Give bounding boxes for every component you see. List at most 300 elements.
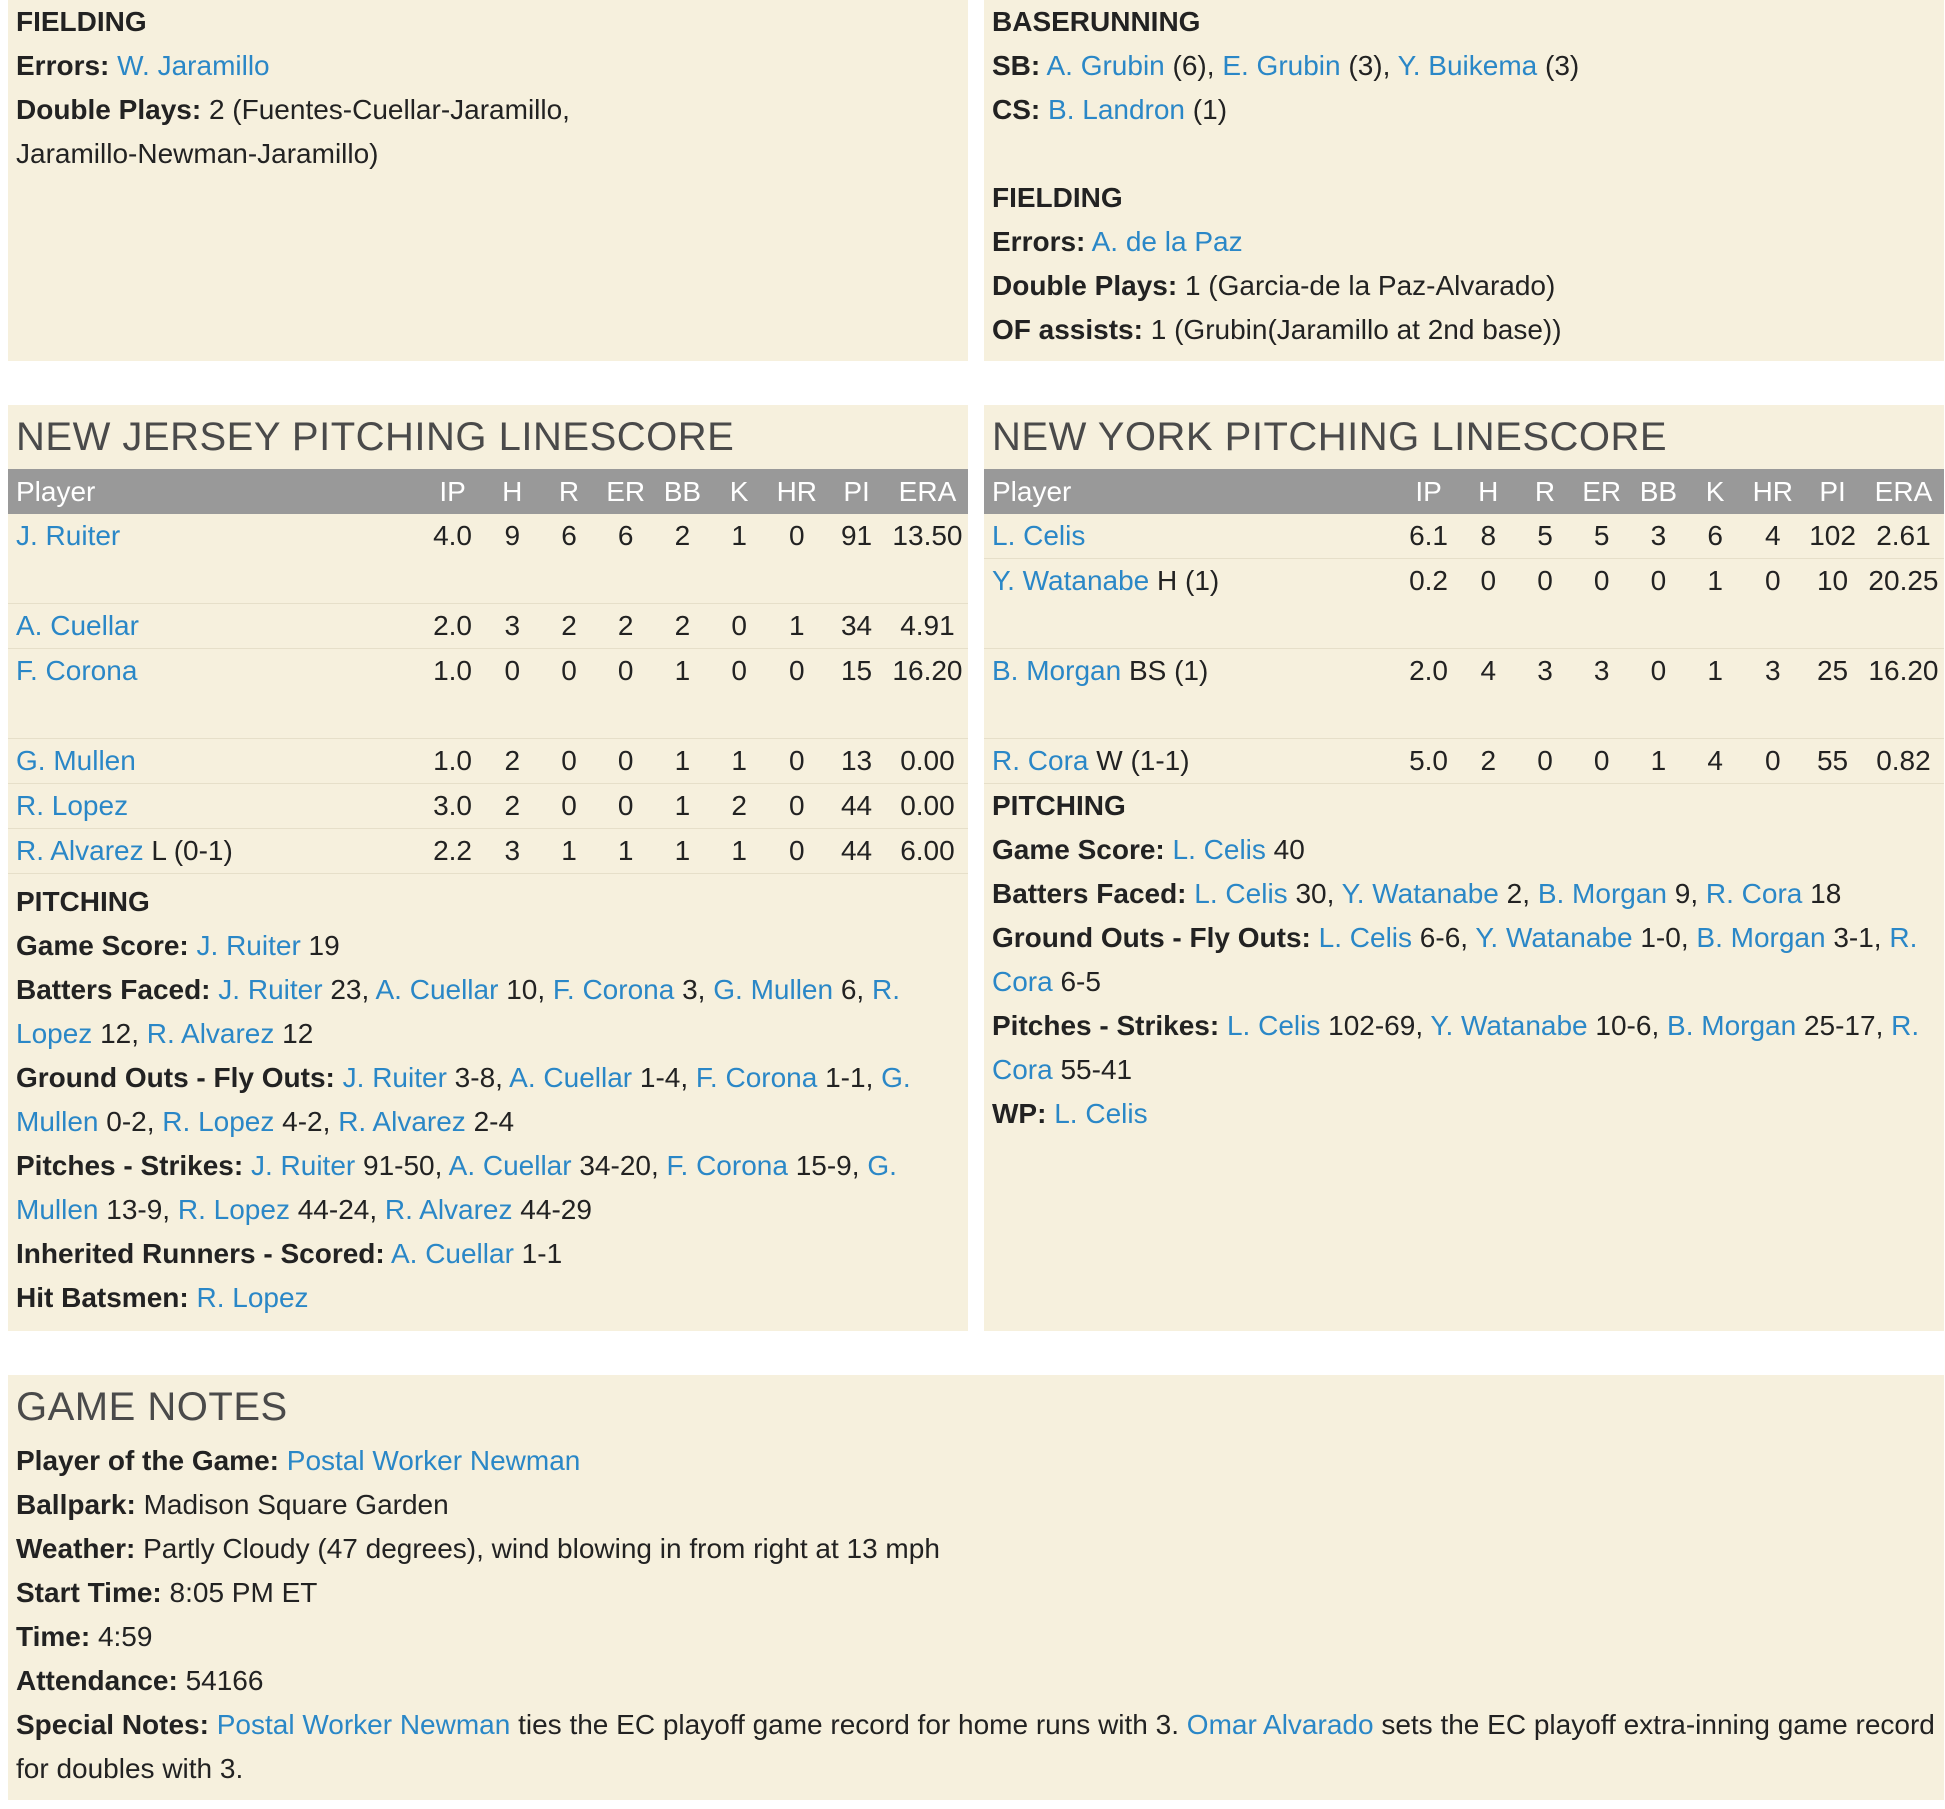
column-header: PI bbox=[843, 475, 870, 507]
baserunning-heading: BASERUNNING bbox=[992, 6, 1201, 37]
stat-value: 55-41 bbox=[1052, 1054, 1133, 1085]
stat-value: 15-9, bbox=[787, 1150, 868, 1181]
player-link[interactable]: F. Corona bbox=[552, 974, 675, 1005]
caught-stealing-line bbox=[984, 88, 1944, 132]
column-header: H bbox=[502, 475, 523, 507]
pitching-heading: PITCHING bbox=[16, 886, 150, 917]
stat-value: 91-50, bbox=[355, 1150, 449, 1181]
fielding-panel-new-jersey bbox=[8, 0, 968, 361]
stat-cell-hr: 0 bbox=[767, 829, 826, 874]
stat-cell-k: 1 bbox=[1687, 559, 1744, 649]
player-cell bbox=[8, 784, 421, 829]
column-header: ER bbox=[1582, 475, 1622, 507]
player-link[interactable]: G. Mullen bbox=[16, 1062, 911, 1137]
section-title: NEW YORK PITCHING LINESCORE bbox=[992, 415, 1668, 459]
potg-label: Player of the Game: bbox=[16, 1445, 279, 1476]
stat-cell-r: 0 bbox=[541, 649, 598, 739]
stat-cell-era: 0.00 bbox=[887, 739, 968, 784]
player-link[interactable]: R. Lopez bbox=[177, 1194, 290, 1225]
stat-cell-r: 1 bbox=[541, 829, 598, 874]
inherited-runners-line bbox=[8, 1232, 968, 1276]
player-link[interactable]: L. Celis bbox=[1226, 1010, 1321, 1041]
stat-cell-era: 16.20 bbox=[1863, 649, 1944, 739]
stat-cell-pi: 44 bbox=[826, 784, 887, 829]
stat-cell-pi: 25 bbox=[1802, 649, 1863, 739]
stat-cell-ip: 2.2 bbox=[421, 829, 484, 874]
player-link[interactable]: R. Alvarez bbox=[338, 1106, 466, 1137]
cs-count: (1) bbox=[1185, 94, 1228, 125]
stat-cell-era: 0.00 bbox=[887, 784, 968, 829]
errors-label: Errors: bbox=[16, 50, 110, 81]
stat-cell-hr: 1 bbox=[767, 604, 826, 649]
player-link[interactable]: Omar Alvarado bbox=[1186, 1709, 1374, 1740]
column-header: IP bbox=[1415, 475, 1442, 507]
stat-cell-k: 0 bbox=[711, 604, 768, 649]
stat-cell-bb: 0 bbox=[1630, 649, 1687, 739]
player-link[interactable]: A. Cuellar bbox=[375, 974, 499, 1005]
game-score-line bbox=[8, 924, 968, 968]
table-row bbox=[984, 739, 1944, 784]
stat-cell-pi: 102 bbox=[1802, 514, 1863, 559]
stat-cell-bb: 0 bbox=[1630, 559, 1687, 649]
column-header: BB bbox=[663, 475, 702, 507]
batters-faced-line bbox=[8, 968, 968, 1056]
player-link[interactable]: G. Mullen bbox=[713, 974, 834, 1005]
game-notes-panel bbox=[8, 1375, 1944, 1800]
stat-cell-k: 0 bbox=[711, 649, 768, 739]
column-header: K bbox=[729, 475, 749, 507]
column-header: Player bbox=[992, 475, 1072, 507]
player-link[interactable]: R. Cora bbox=[1705, 878, 1803, 909]
stat-cell-er: 3 bbox=[1573, 649, 1630, 739]
stat-value: 4-2, bbox=[274, 1106, 339, 1137]
player-link[interactable]: R. Lopez bbox=[16, 974, 900, 1049]
stat-value: 1-1, bbox=[817, 1062, 882, 1093]
column-header: H bbox=[1478, 475, 1499, 507]
player-link[interactable]: Y. Buikema bbox=[1397, 50, 1538, 81]
ground-fly-outs-line bbox=[984, 916, 1944, 1004]
table-row bbox=[8, 739, 968, 784]
stat-cell-er: 0 bbox=[597, 784, 654, 829]
table-row bbox=[8, 784, 968, 829]
player-link[interactable]: J. Ruiter bbox=[218, 974, 323, 1005]
stat-cell-pi: 91 bbox=[826, 514, 887, 604]
stat-cell-era: 0.82 bbox=[1863, 739, 1944, 784]
stat-cell-pi: 10 bbox=[1802, 559, 1863, 649]
stat-cell-k: 6 bbox=[1687, 514, 1744, 559]
column-header: HR bbox=[776, 475, 818, 507]
player-link[interactable]: J. Ruiter bbox=[196, 930, 301, 961]
player-link[interactable]: Postal Worker Newman bbox=[286, 1445, 581, 1476]
player-link[interactable]: A. Cuellar bbox=[390, 1238, 514, 1269]
player-link[interactable]: A. Cuellar bbox=[509, 1062, 633, 1093]
ground-fly-outs-line bbox=[8, 1056, 968, 1144]
start-time-line bbox=[8, 1571, 1944, 1615]
game-time-value: 4:59 bbox=[97, 1621, 153, 1652]
stat-value: 40 bbox=[1265, 834, 1305, 865]
stat-value: 12 bbox=[274, 1018, 314, 1049]
stat-cell-bb: 1 bbox=[654, 649, 711, 739]
special-notes-line bbox=[8, 1703, 1944, 1791]
stat-cell-k: 2 bbox=[711, 784, 768, 829]
player-link[interactable]: L. Celis bbox=[1172, 834, 1266, 865]
player-link[interactable]: R. Cora bbox=[992, 1010, 1920, 1085]
pitching-linescore-table bbox=[984, 469, 1944, 784]
sb-count: (3) bbox=[1537, 50, 1580, 81]
player-link[interactable]: Y. Watanabe bbox=[1341, 878, 1499, 909]
stat-cell-hr: 0 bbox=[767, 514, 826, 604]
stat-cell-hr: 4 bbox=[1743, 514, 1802, 559]
ballpark-value: Madison Square Garden bbox=[143, 1489, 449, 1520]
weather-line bbox=[8, 1527, 1944, 1571]
double-plays-label: Double Plays: bbox=[16, 94, 202, 125]
game-score-line bbox=[984, 828, 1944, 872]
stat-cell-bb: 1 bbox=[1630, 739, 1687, 784]
player-cell bbox=[984, 649, 1397, 739]
player-link[interactable]: L. Celis bbox=[1054, 1098, 1148, 1129]
stat-cell-ip: 2.0 bbox=[1397, 649, 1460, 739]
special-notes-label: Special Notes: bbox=[16, 1709, 209, 1740]
stat-cell-bb: 2 bbox=[654, 604, 711, 649]
double-plays-label: Double Plays: bbox=[992, 270, 1178, 301]
fielding-heading: FIELDING bbox=[16, 6, 147, 37]
special-note-text: ties the EC playoff game record for home runs with 3. bbox=[510, 1709, 1187, 1740]
player-link[interactable]: J. Ruiter bbox=[250, 1150, 356, 1181]
pitches-strikes-label: Pitches - Strikes: bbox=[16, 1150, 244, 1181]
stat-cell-bb: 1 bbox=[654, 739, 711, 784]
stat-cell-er: 2 bbox=[597, 604, 654, 649]
table-row bbox=[984, 559, 1944, 649]
start-time-label: Start Time: bbox=[16, 1577, 162, 1608]
stat-value: 1-0, bbox=[1632, 922, 1697, 953]
player-link[interactable]: R. Lopez bbox=[162, 1106, 275, 1137]
weather-label: Weather: bbox=[16, 1533, 136, 1564]
stat-cell-k: 1 bbox=[1687, 649, 1744, 739]
stat-cell-ip: 3.0 bbox=[421, 784, 484, 829]
new-york-pitching-panel bbox=[984, 405, 1944, 1331]
cs-label: CS: bbox=[992, 94, 1041, 125]
stat-cell-h: 4 bbox=[1460, 649, 1517, 739]
stat-value: 13-9, bbox=[98, 1194, 178, 1225]
table-header-row bbox=[8, 469, 968, 514]
baserunning-fielding-panel-new-york bbox=[984, 0, 1944, 361]
player-link[interactable]: L. Celis bbox=[992, 520, 1086, 551]
stat-value: 25-17, bbox=[1796, 1010, 1892, 1041]
new-jersey-pitching-panel bbox=[8, 405, 968, 1331]
player-link[interactable]: R. Alvarez bbox=[16, 835, 144, 866]
player-link[interactable]: R. Lopez bbox=[196, 1282, 309, 1313]
errors-line bbox=[8, 44, 968, 88]
player-link[interactable]: B. Morgan bbox=[1537, 878, 1667, 909]
decision-text: H (1) bbox=[1149, 565, 1220, 596]
stat-cell-h: 9 bbox=[484, 514, 541, 604]
player-link[interactable]: R. Lopez bbox=[16, 790, 129, 821]
stat-cell-era: 6.00 bbox=[887, 829, 968, 874]
stat-value: 6, bbox=[833, 974, 872, 1005]
player-link[interactable]: J. Ruiter bbox=[16, 520, 121, 551]
stat-cell-h: 0 bbox=[484, 649, 541, 739]
stat-cell-pi: 15 bbox=[826, 649, 887, 739]
ballpark-line bbox=[8, 1483, 1944, 1527]
sb-count: (6), bbox=[1164, 50, 1223, 81]
stat-cell-er: 5 bbox=[1573, 514, 1630, 559]
stat-value: 1-1 bbox=[513, 1238, 563, 1269]
stat-cell-hr: 0 bbox=[767, 784, 826, 829]
hit-batsmen-label: Hit Batsmen: bbox=[16, 1282, 189, 1313]
stat-cell-pi: 44 bbox=[826, 829, 887, 874]
game-score-label: Game Score: bbox=[992, 834, 1165, 865]
stat-cell-ip: 0.2 bbox=[1397, 559, 1460, 649]
player-link[interactable]: R. Cora bbox=[992, 745, 1089, 776]
start-time-value: 8:05 PM ET bbox=[169, 1577, 318, 1608]
of-assists-label: OF assists: bbox=[992, 314, 1143, 345]
stat-cell-ip: 5.0 bbox=[1397, 739, 1460, 784]
player-cell bbox=[8, 829, 421, 874]
stat-cell-r: 5 bbox=[1517, 514, 1574, 559]
stat-cell-era: 4.91 bbox=[887, 604, 968, 649]
errors-line bbox=[984, 220, 1944, 264]
stat-cell-bb: 1 bbox=[654, 784, 711, 829]
table-header-row bbox=[984, 469, 1944, 514]
stat-cell-hr: 0 bbox=[767, 739, 826, 784]
pitching-heading: PITCHING bbox=[992, 790, 1126, 821]
stat-cell-h: 2 bbox=[484, 784, 541, 829]
stat-cell-h: 8 bbox=[1460, 514, 1517, 559]
stat-cell-pi: 13 bbox=[826, 739, 887, 784]
stat-cell-r: 3 bbox=[1517, 649, 1574, 739]
stat-cell-ip: 2.0 bbox=[421, 604, 484, 649]
attendance-value: 54166 bbox=[185, 1665, 264, 1696]
ballpark-label: Ballpark: bbox=[16, 1489, 136, 1520]
player-link[interactable]: B. Morgan bbox=[1667, 1010, 1797, 1041]
stat-cell-k: 1 bbox=[711, 514, 768, 604]
stat-cell-er: 1 bbox=[597, 829, 654, 874]
batters-faced-label: Batters Faced: bbox=[992, 878, 1187, 909]
player-link[interactable]: Y. Watanabe bbox=[1430, 1010, 1588, 1041]
player-link[interactable]: F. Corona bbox=[666, 1150, 788, 1181]
player-link[interactable]: Postal Worker Newman bbox=[216, 1709, 511, 1740]
column-header: R bbox=[1534, 475, 1556, 507]
stat-cell-h: 2 bbox=[484, 739, 541, 784]
player-link[interactable]: A. Cuellar bbox=[448, 1150, 572, 1181]
sb-count: (3), bbox=[1340, 50, 1398, 81]
player-link[interactable]: A. Grubin bbox=[1046, 50, 1165, 81]
game-time-line bbox=[8, 1615, 1944, 1659]
hit-batsmen-line bbox=[8, 1276, 968, 1320]
sb-label: SB: bbox=[992, 50, 1041, 81]
stolen-bases-line bbox=[984, 44, 1944, 88]
stat-cell-h: 2 bbox=[1460, 739, 1517, 784]
player-link[interactable]: A. de la Paz bbox=[1091, 226, 1243, 257]
stat-cell-r: 0 bbox=[1517, 559, 1574, 649]
player-link[interactable]: L. Celis bbox=[1194, 878, 1288, 909]
double-plays-text: 1 (Garcia-de la Paz-Alvarado) bbox=[1184, 270, 1556, 301]
stat-cell-er: 6 bbox=[597, 514, 654, 604]
attendance-label: Attendance: bbox=[16, 1665, 178, 1696]
stat-value: 9, bbox=[1666, 878, 1706, 909]
stat-cell-ip: 1.0 bbox=[421, 649, 484, 739]
stat-value: 6-6, bbox=[1412, 922, 1476, 953]
column-header: IP bbox=[439, 475, 466, 507]
decision-text: L (0-1) bbox=[143, 835, 233, 866]
stat-value: 3-8, bbox=[446, 1062, 510, 1093]
player-link[interactable]: F. Corona bbox=[695, 1062, 818, 1093]
player-link[interactable]: G. Mullen bbox=[16, 1150, 897, 1225]
player-link[interactable]: B. Morgan bbox=[992, 655, 1122, 686]
game-time-label: Time: bbox=[16, 1621, 91, 1652]
double-plays-line bbox=[984, 264, 1944, 308]
fielding-heading: FIELDING bbox=[992, 182, 1123, 213]
stat-cell-pi: 55 bbox=[1802, 739, 1863, 784]
double-plays-text: 2 (Fuentes-Cuellar-Jaramillo, bbox=[208, 94, 570, 125]
stat-cell-bb: 1 bbox=[654, 829, 711, 874]
stat-cell-r: 0 bbox=[1517, 739, 1574, 784]
decision-text: BS (1) bbox=[1121, 655, 1209, 686]
player-cell bbox=[984, 559, 1397, 649]
player-cell bbox=[8, 649, 421, 739]
player-link[interactable]: R. Cora bbox=[992, 922, 1918, 997]
wild-pitches-line bbox=[984, 1092, 1944, 1136]
stat-cell-hr: 0 bbox=[1743, 739, 1802, 784]
table-row bbox=[8, 514, 968, 604]
stat-cell-er: 0 bbox=[597, 649, 654, 739]
ground-fly-outs-label: Ground Outs - Fly Outs: bbox=[16, 1062, 335, 1093]
stat-value: 0-2, bbox=[98, 1106, 163, 1137]
player-cell bbox=[984, 739, 1397, 784]
stat-cell-bb: 3 bbox=[1630, 514, 1687, 559]
stat-cell-ip: 4.0 bbox=[421, 514, 484, 604]
stat-value: 34-20, bbox=[571, 1150, 667, 1181]
double-plays-text-cont: Jaramillo-Newman-Jaramillo) bbox=[16, 138, 379, 169]
player-cell bbox=[984, 514, 1397, 559]
decision-text: W (1-1) bbox=[1088, 745, 1190, 776]
player-link[interactable]: L. Celis bbox=[1318, 922, 1413, 953]
stat-cell-era: 2.61 bbox=[1863, 514, 1944, 559]
stat-value: 18 bbox=[1802, 878, 1842, 909]
stat-value: 2-4 bbox=[465, 1106, 515, 1137]
stat-cell-hr: 0 bbox=[767, 649, 826, 739]
pitching-linescore-table bbox=[8, 469, 968, 874]
stat-value: 44-29 bbox=[512, 1194, 592, 1225]
stat-cell-k: 1 bbox=[711, 739, 768, 784]
stat-value: 3, bbox=[674, 974, 714, 1005]
stat-cell-er: 0 bbox=[597, 739, 654, 784]
column-header: R bbox=[558, 475, 580, 507]
stat-cell-k: 1 bbox=[711, 829, 768, 874]
stat-cell-bb: 2 bbox=[654, 514, 711, 604]
table-row bbox=[8, 649, 968, 739]
stat-cell-r: 0 bbox=[541, 739, 598, 784]
column-header: ERA bbox=[1874, 475, 1933, 507]
section-title: NEW JERSEY PITCHING LINESCORE bbox=[16, 415, 735, 459]
weather-value: Partly Cloudy (47 degrees), wind blowing in from right at 13 mph bbox=[143, 1533, 940, 1564]
stat-value: 12, bbox=[92, 1018, 147, 1049]
column-header: PI bbox=[1819, 475, 1846, 507]
of-assists-line bbox=[984, 308, 1944, 352]
player-of-game-line bbox=[8, 1439, 1944, 1483]
ground-fly-outs-label: Ground Outs - Fly Outs: bbox=[992, 922, 1311, 953]
player-link[interactable]: R. Alvarez bbox=[146, 1018, 275, 1049]
stat-value: 10-6, bbox=[1587, 1010, 1668, 1041]
table-row bbox=[984, 649, 1944, 739]
stat-cell-k: 4 bbox=[1687, 739, 1744, 784]
special-note-text: sets the EC playoff extra-inning game record for doubles with 3. bbox=[16, 1709, 1935, 1784]
stat-cell-hr: 3 bbox=[1743, 649, 1802, 739]
pitches-strikes-line bbox=[984, 1004, 1944, 1092]
stat-value: 30, bbox=[1287, 878, 1342, 909]
player-link[interactable]: W. Jaramillo bbox=[117, 50, 270, 81]
stat-cell-ip: 6.1 bbox=[1397, 514, 1460, 559]
stat-cell-era: 13.50 bbox=[887, 514, 968, 604]
stat-cell-r: 0 bbox=[541, 784, 598, 829]
column-header: HR bbox=[1752, 475, 1794, 507]
player-link[interactable]: Y. Watanabe bbox=[992, 565, 1150, 596]
game-score-label: Game Score: bbox=[16, 930, 189, 961]
stat-cell-h: 3 bbox=[484, 829, 541, 874]
stat-cell-hr: 0 bbox=[1743, 559, 1802, 649]
column-header: ERA bbox=[898, 475, 957, 507]
errors-label: Errors: bbox=[992, 226, 1086, 257]
column-header: Player bbox=[16, 475, 96, 507]
player-link[interactable]: Y. Watanabe bbox=[1475, 922, 1633, 953]
batters-faced-line bbox=[984, 872, 1944, 916]
section-title: GAME NOTES bbox=[16, 1385, 288, 1429]
stat-cell-r: 2 bbox=[541, 604, 598, 649]
attendance-line bbox=[8, 1659, 1944, 1703]
stat-cell-ip: 1.0 bbox=[421, 739, 484, 784]
stat-cell-era: 16.20 bbox=[887, 649, 968, 739]
player-link[interactable]: E. Grubin bbox=[1222, 50, 1341, 81]
player-link[interactable]: F. Corona bbox=[16, 655, 138, 686]
player-link[interactable]: R. Alvarez bbox=[384, 1194, 513, 1225]
stat-cell-er: 0 bbox=[1573, 559, 1630, 649]
of-assists-text: 1 (Grubin(Jaramillo at 2nd base)) bbox=[1150, 314, 1562, 345]
stat-cell-pi: 34 bbox=[826, 604, 887, 649]
stat-cell-h: 3 bbox=[484, 604, 541, 649]
column-header: ER bbox=[606, 475, 646, 507]
player-cell bbox=[8, 604, 421, 649]
table-row bbox=[8, 829, 968, 874]
stat-value: 2, bbox=[1498, 878, 1538, 909]
player-cell bbox=[8, 514, 421, 604]
player-link[interactable]: G. Mullen bbox=[16, 745, 136, 776]
player-link[interactable]: B. Landron bbox=[1048, 94, 1186, 125]
stat-value: 6-5 bbox=[1052, 966, 1101, 997]
stat-value: 19 bbox=[300, 930, 340, 961]
stat-value: 44-24, bbox=[289, 1194, 385, 1225]
table-row bbox=[8, 604, 968, 649]
stat-value: 23, bbox=[322, 974, 376, 1005]
stat-value: 3-1, bbox=[1825, 922, 1890, 953]
pitches-strikes-line bbox=[8, 1144, 968, 1232]
wp-label: WP: bbox=[992, 1098, 1047, 1129]
stat-cell-r: 6 bbox=[541, 514, 598, 604]
stat-value: 10, bbox=[498, 974, 553, 1005]
player-link[interactable]: B. Morgan bbox=[1696, 922, 1826, 953]
player-link[interactable]: J. Ruiter bbox=[342, 1062, 447, 1093]
player-cell bbox=[8, 739, 421, 784]
inherited-runners-label: Inherited Runners - Scored: bbox=[16, 1238, 385, 1269]
stat-value: 102-69, bbox=[1320, 1010, 1431, 1041]
stat-cell-er: 0 bbox=[1573, 739, 1630, 784]
player-link[interactable]: A. Cuellar bbox=[16, 610, 139, 641]
stat-cell-h: 0 bbox=[1460, 559, 1517, 649]
double-plays-line bbox=[8, 88, 968, 176]
table-row bbox=[984, 514, 1944, 559]
pitches-strikes-label: Pitches - Strikes: bbox=[992, 1010, 1220, 1041]
stat-value: 1-4, bbox=[632, 1062, 696, 1093]
batters-faced-label: Batters Faced: bbox=[16, 974, 211, 1005]
